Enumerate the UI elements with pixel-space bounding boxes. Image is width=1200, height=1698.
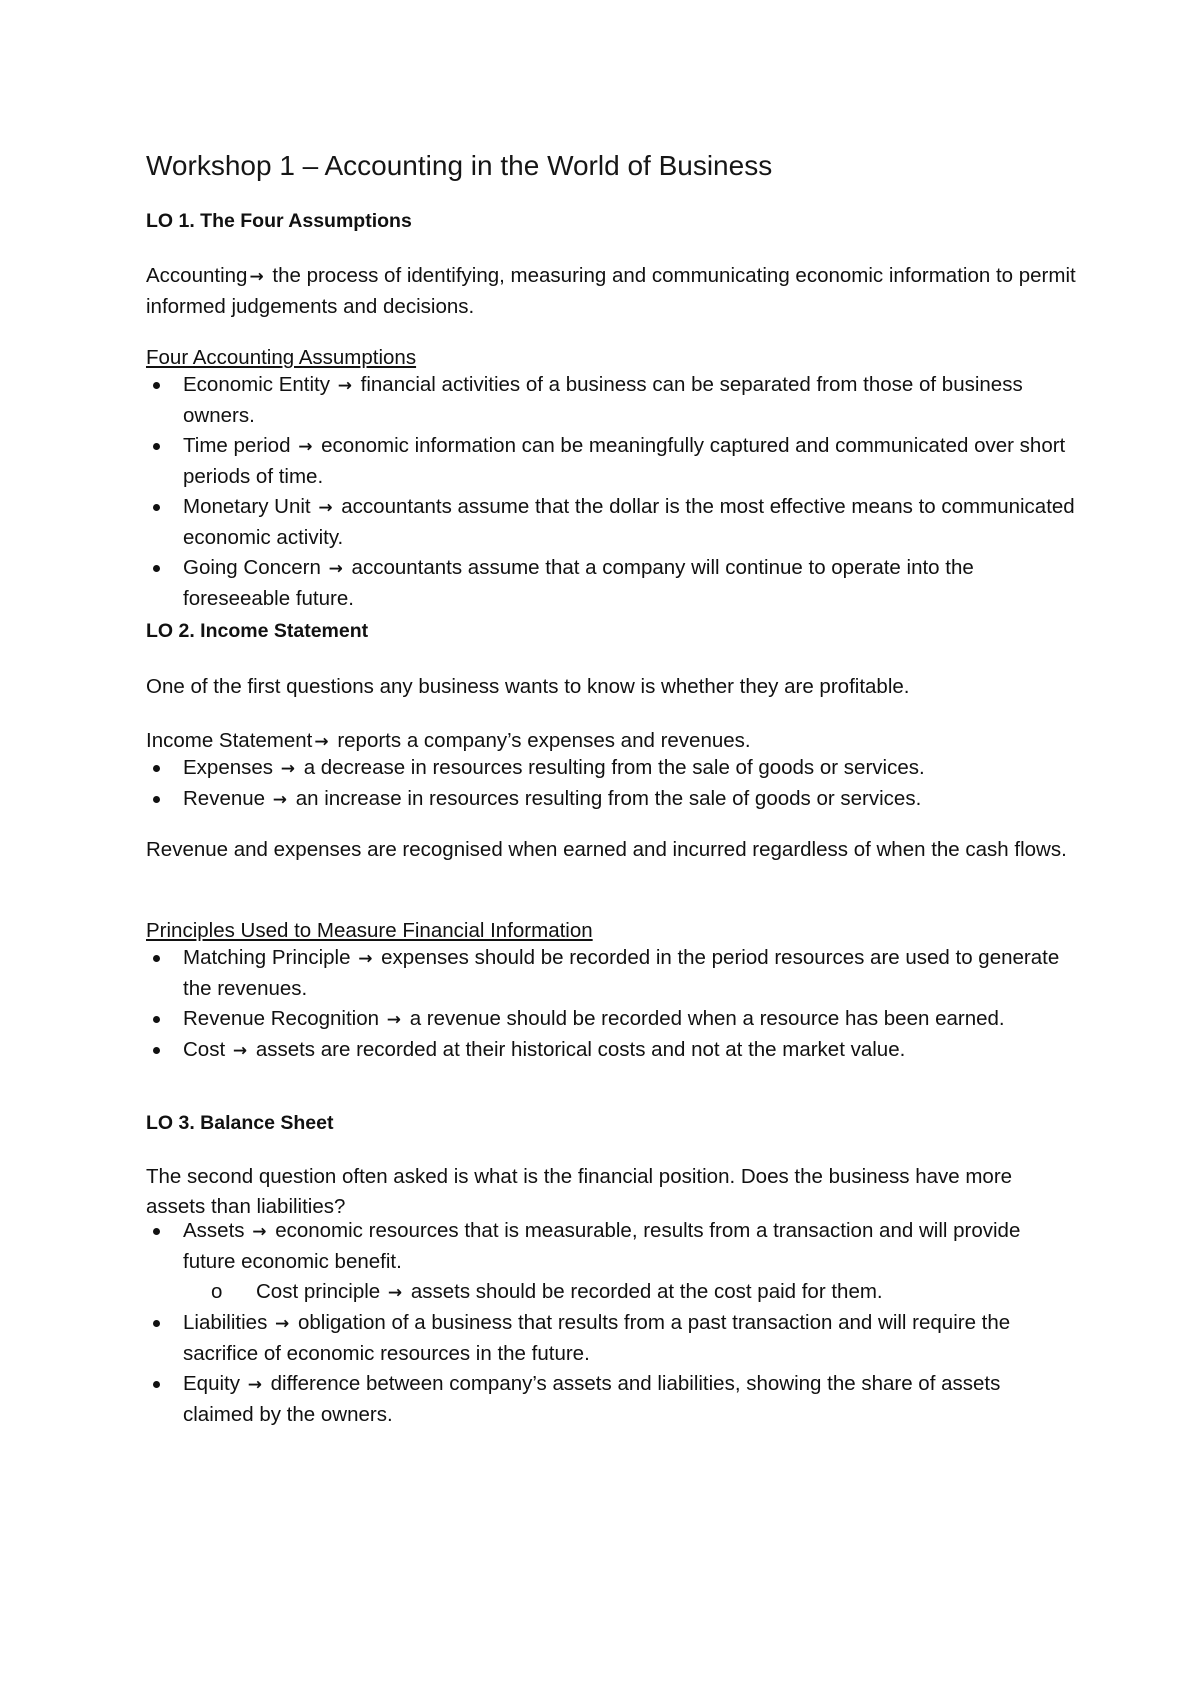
bullet-icon [153, 955, 160, 962]
list-item [146, 1277, 1076, 1308]
liabilities-term: Liabilities [183, 1311, 268, 1334]
arrow-icon: → [272, 790, 288, 810]
component-text: a decrease in resources resulting from the sale of goods or services. [303, 756, 925, 779]
four-assumptions-subheading: Four Accounting Assumptions [146, 346, 417, 369]
list-item [146, 784, 1076, 815]
balance-intro: The second question often asked is what is the financial position. Does the business have more assets than liabilities? [146, 1165, 1013, 1218]
list-item [146, 431, 1076, 492]
list-item [146, 553, 1076, 614]
principle-text: assets are recorded at their historical costs and not at the market value. [255, 1038, 906, 1061]
arrow-icon: → [275, 1314, 290, 1334]
principle-term: Cost [183, 1038, 226, 1061]
income-statement-text: reports a company’s expenses and revenues. [337, 729, 751, 752]
accounting-definition-text: the process of identifying, measuring and communicating economic information to permit informed judgements and decisions. [146, 264, 1076, 318]
component-text: an increase in resources resulting from the sale of goods or services. [295, 787, 922, 810]
bullet-icon [153, 1381, 160, 1388]
assumption-text: accountants assume that the dollar is the most effective means to communicated economic activity. [183, 495, 1075, 549]
accounting-definition [146, 261, 1076, 322]
component-term: Expenses [183, 756, 274, 779]
arrow-icon: → [280, 759, 295, 779]
bullet-icon [153, 443, 160, 450]
bullet-icon [153, 765, 160, 772]
assets-text: economic resources that is measurable, results from a transaction and will provide future economic benefit. [183, 1219, 1021, 1273]
principle-text: expenses should be recorded in the period resources are used to generate the revenues. [183, 946, 1060, 1000]
bullet-icon [153, 382, 160, 389]
assumption-text: accountants assume that a company will continue to operate into the foreseeable future. [183, 556, 974, 610]
equity-term: Equity [183, 1372, 240, 1395]
list-item [146, 492, 1076, 553]
bullet-icon [153, 565, 160, 572]
arrow-icon: → [298, 437, 313, 457]
principles-list [146, 943, 1076, 1066]
equity-text: difference between company’s assets and liabilities, showing the share of assets claimed by the owners. [183, 1372, 1001, 1426]
assumption-term: Economic Entity [183, 373, 330, 396]
income-intro: One of the first questions any business wants to know is whether they are profitable. [146, 675, 910, 698]
assumption-term: Going Concern [183, 556, 321, 579]
assets-term: Assets [183, 1219, 245, 1242]
principle-term: Revenue Recognition [183, 1007, 380, 1030]
lo1-heading: LO 1. The Four Assumptions [146, 210, 412, 232]
assumption-term: Time period [183, 434, 291, 457]
principle-text: a revenue should be recorded when a resource has been earned. [409, 1007, 1005, 1030]
arrow-icon: → [328, 559, 343, 579]
arrow-icon: → [358, 949, 373, 969]
arrow-icon: → [314, 732, 329, 752]
list-item [146, 1369, 1076, 1430]
principles-subheading: Principles Used to Measure Financial Information [146, 919, 593, 942]
principle-term: Matching Principle [183, 946, 351, 969]
arrow-icon: → [249, 267, 264, 287]
arrow-icon: → [232, 1041, 248, 1061]
list-item [146, 1216, 1076, 1277]
cost-principle-term: Cost principle [256, 1280, 381, 1303]
assumptions-list [146, 370, 1076, 614]
assumption-term: Monetary Unit [183, 495, 311, 518]
arrow-icon: → [337, 376, 352, 396]
bullet-icon [153, 1320, 160, 1327]
balance-sheet-list [146, 1216, 1076, 1430]
component-term: Revenue [183, 787, 266, 810]
bullet-icon [153, 1047, 160, 1054]
sub-bullet-icon: o [211, 1280, 223, 1303]
arrow-icon: → [386, 1010, 401, 1030]
arrow-icon: → [318, 498, 333, 518]
bullet-icon [153, 796, 160, 803]
list-item [146, 370, 1076, 431]
assumption-text: economic information can be meaningfully captured and communicated over short periods of time. [183, 434, 1066, 488]
lo3-heading: LO 3. Balance Sheet [146, 1112, 334, 1134]
list-item [146, 1035, 1076, 1066]
recognition-paragraph: Revenue and expenses are recognised when earned and incurred regardless of when the cash flows. [146, 838, 1067, 861]
bullet-icon [153, 1228, 160, 1235]
list-item [146, 1308, 1076, 1369]
bullet-icon [153, 1016, 160, 1023]
arrow-icon: → [252, 1222, 267, 1242]
assumption-text: financial activities of a business can be separated from those of business owners. [183, 373, 1023, 427]
liabilities-text: obligation of a business that results from a past transaction and will require the sacrifice of economic resources in the future. [183, 1311, 1011, 1365]
income-components-list [146, 753, 1076, 815]
lo2-heading: LO 2. Income Statement [146, 620, 369, 642]
arrow-icon: → [247, 1375, 262, 1395]
accounting-term: Accounting [146, 264, 248, 287]
arrow-icon: → [387, 1283, 403, 1303]
bullet-icon [153, 504, 160, 511]
document-title: Workshop 1 – Accounting in the World of Business [146, 150, 773, 181]
list-item [146, 1004, 1076, 1035]
list-item [146, 753, 1076, 784]
income-statement-term: Income Statement [146, 729, 313, 752]
cost-principle-text: assets should be recorded at the cost paid for them. [410, 1280, 883, 1303]
list-item [146, 943, 1076, 1004]
